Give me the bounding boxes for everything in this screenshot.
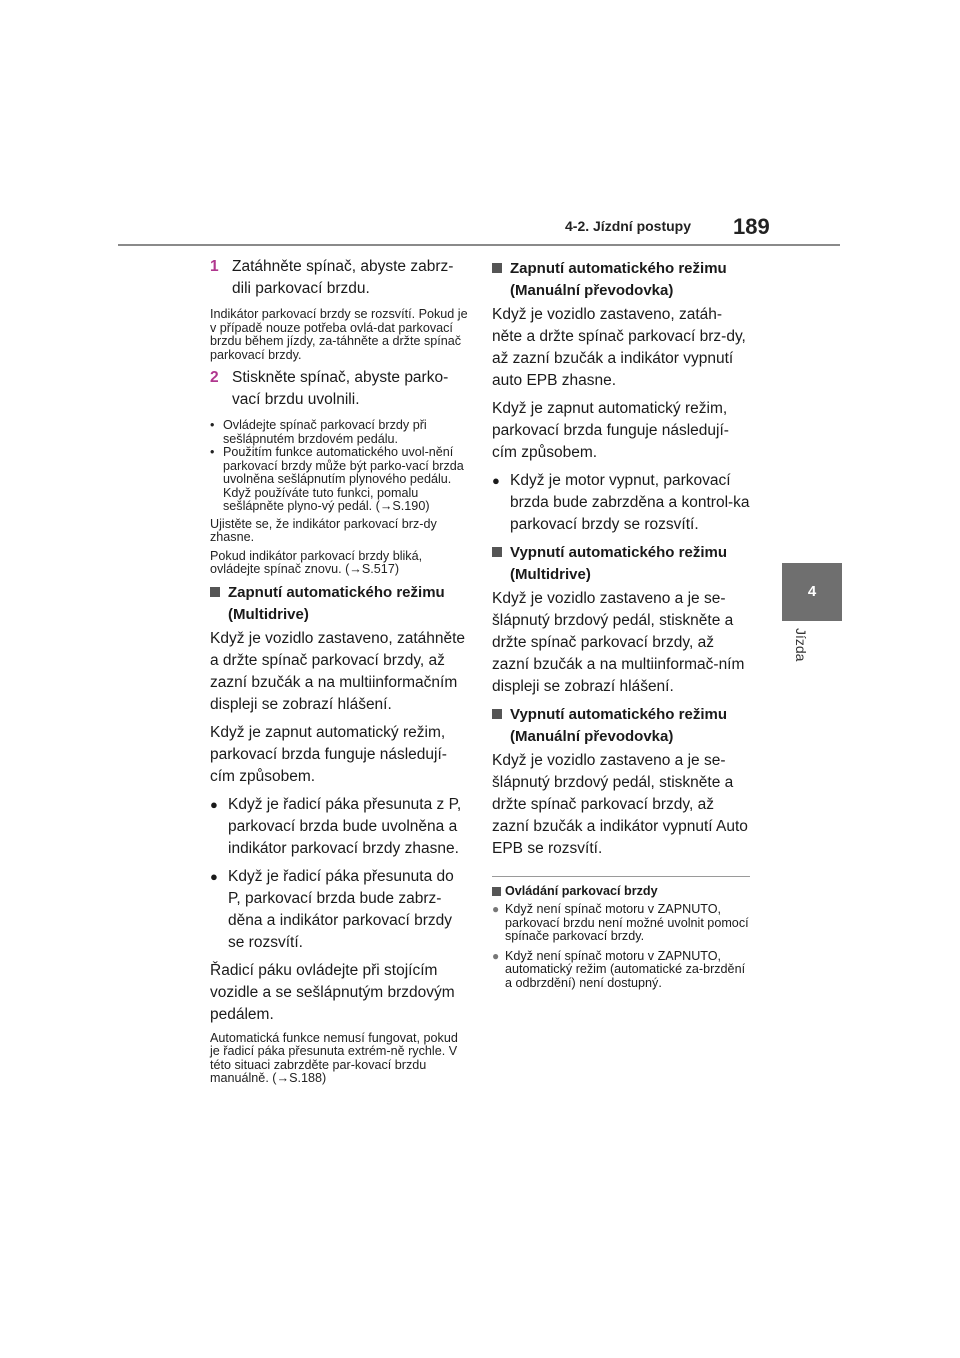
step-text: Zatáhněte spínač, abyste zabrz-dili parkovací brzdu.	[232, 258, 454, 297]
step-number: 1	[210, 258, 219, 275]
section-heading: Zapnutí automatického režimu (Manuální převodovka)	[492, 258, 750, 302]
bullet-icon: ●	[492, 473, 500, 488]
paragraph: Řadicí páku ovládejte při stojícím vozidle a se sešlápnutým brzdovým pedálem.	[210, 961, 455, 1023]
paragraph: Když je zapnut automatický režim, parkovací brzda funguje následují-cím způsobem.	[210, 723, 447, 785]
note: Automatická funkce nemusí fungovat, pokud je řadicí páka přesunuta extrém-ně rychle. V této situaci zabrzděte par-kovací brzdu manuálně. (→S.188)	[210, 1030, 458, 1085]
list-item: • Ovládejte spínač parkovací brzdy při sešlápnutém brzdovém pedálu.	[210, 418, 427, 446]
paragraph: Když je vozidlo zastaveno, zatáh-něte a držte spínač parkovací brz-dy, až zazní bzučák a indikátor vypnutí auto EPB zhasne.	[492, 306, 746, 389]
step-text: Stiskněte spínač, abyste parko-vací brzdu uvolnili.	[232, 369, 449, 408]
section-heading: Vypnutí automatického režimu (Multidrive)	[492, 542, 750, 586]
step-number: 2	[210, 369, 219, 386]
square-icon	[492, 709, 502, 719]
right-column	[492, 256, 750, 996]
bullet-icon: ●	[210, 796, 218, 812]
list-item: ● Když je řadicí páka přesunuta do P, parkovací brzda bude zabrz-děna a indikátor parkovací brzdy se rozsvítí.	[210, 866, 468, 954]
paragraph: Když je vozidlo zastaveno a je se-šlápnutý brzdový pedál, stiskněte a držte spínač parkovací brzdy, až zazní bzučák a na multiinformač-ním displeji se zobrazí hlášení.	[492, 590, 745, 695]
left-column	[210, 256, 468, 1091]
divider	[492, 876, 750, 877]
section-heading: Vypnutí automatického režimu (Manuální převodovka)	[492, 704, 750, 748]
section-title: 4-2. Jízdní postupy	[565, 218, 692, 234]
list-item: ● Když je motor vypnut, parkovací brzda bude zabrzděna a kontrol-ka parkovací brzdy se rozsvítí.	[492, 470, 750, 536]
step-2	[210, 367, 468, 411]
step-1	[210, 256, 468, 300]
hint-heading: Ovládání parkovací brzdy	[492, 883, 750, 899]
hint-item: ● Když není spínač motoru v ZAPNUTO, automatický režim (automatické za-brzdění a odbrzdění) není dostupný.	[492, 948, 746, 990]
square-icon	[210, 587, 220, 597]
bullet-icon: ●	[492, 948, 500, 963]
section-heading: Zapnutí automatického režimu (Multidrive)	[210, 582, 468, 626]
header-rule	[118, 244, 840, 246]
bullet-mark: •	[210, 445, 215, 459]
list-item: ● Když je řadicí páka přesunuta z P, parkovací brzda bude uvolněna a indikátor parkovací brzdy zhasne.	[210, 794, 468, 860]
list-item: • Použitím funkce automatického uvol-nění parkovací brzdy může být parko-vací brzda uvolněna sešlápnutím plynového pedálu. Když používáte tuto funkci, pomalu sešlápněte plyno-vý pedál. (→S.190)	[210, 445, 464, 513]
chapter-tab: 4	[782, 563, 842, 621]
square-icon	[492, 263, 502, 273]
bullet-icon: ●	[492, 902, 500, 916]
square-icon	[492, 547, 502, 557]
page-number: 189	[733, 214, 770, 239]
paragraph: Když je vozidlo zastaveno a je se-šlápnutý brzdový pedál, stiskněte a držte spínač parkovací brzdy, až zazní bzučák a indikátor vypnutí Auto EPB se rozsvítí.	[492, 752, 748, 857]
note: Ujistěte se, že indikátor parkovací brz-dy zhasne.	[210, 516, 437, 544]
note: Indikátor parkovací brzdy se rozsvítí. Pokud je v případě nouze potřeba ovlá-dat parkovací brzdu během jízdy, za-táhněte a držte spínač parkovací brzdy.	[210, 307, 468, 362]
paragraph: Když je zapnut automatický režim, parkovací brzda funguje následují-cím způsobem.	[492, 400, 729, 461]
square-icon	[492, 887, 501, 896]
paragraph: Když je vozidlo zastaveno, zatáhněte a držte spínač parkovací brzdy, až zazní bzučák a na multiinformačním displeji se zobrazí hlášení.	[210, 629, 466, 713]
bullet-mark: •	[210, 418, 215, 432]
bullet-icon: ●	[210, 868, 218, 884]
hint-item: ● Když není spínač motoru v ZAPNUTO, parkovací brzdu není možné uvolnit pomocí spínače parkovací brzdy.	[492, 902, 749, 943]
bullet-list	[210, 419, 468, 514]
chapter-label: Jízda	[793, 628, 809, 662]
note: Pokud indikátor parkovací brzdy bliká, ovládejte spínač znovu. (→S.517)	[210, 548, 423, 576]
